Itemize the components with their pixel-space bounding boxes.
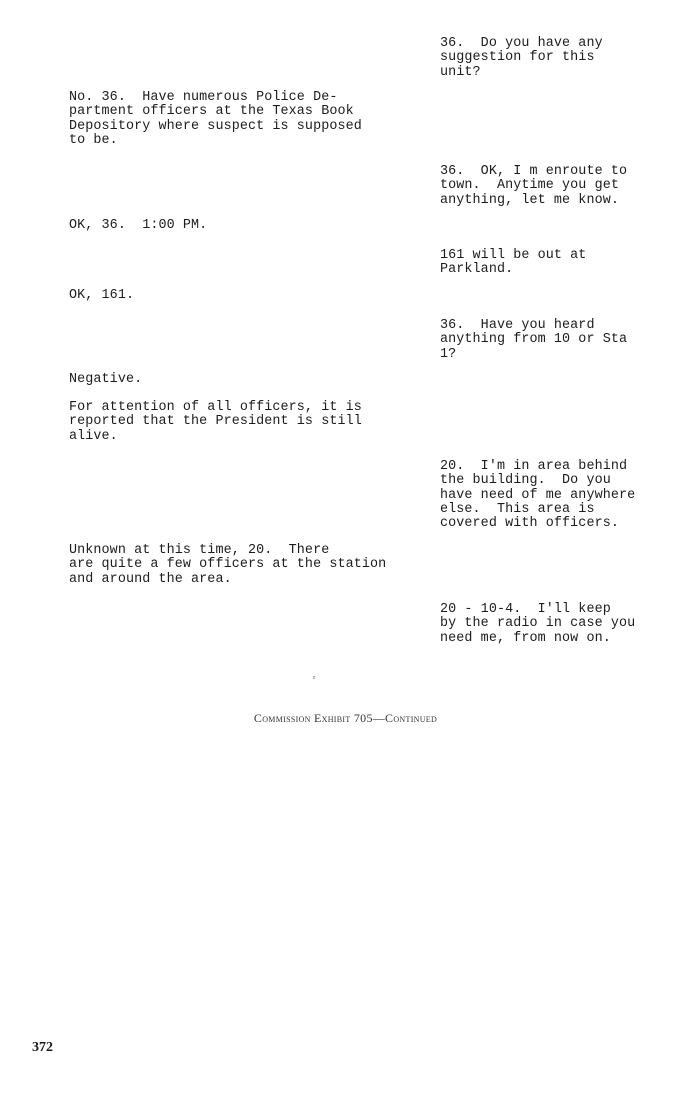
stray-mark: ʳ — [313, 673, 316, 685]
transcript-entry-left: OK, 36. 1:00 PM. — [69, 218, 208, 233]
transcript-entry-right: 36. Do you have any suggestion for this unit? — [440, 36, 603, 80]
page-number: 372 — [32, 1040, 53, 1055]
transcript-entry-right: 20 - 10-4. I'll keep by the radio in case you need me, from now on. — [440, 602, 636, 646]
transcript-entry-right: 36. OK, I m enroute to town. Anytime you get anything, let me know. — [440, 164, 628, 208]
transcript-entry-right: 36. Have you heard anything from 10 or Sta 1? — [440, 318, 628, 362]
transcript-entry-left: No. 36. Have numerous Police De- partment officers at the Texas Book Depository where suspect is supposed to be. — [69, 90, 362, 148]
transcript-entry-left: OK, 161. — [69, 288, 135, 303]
exhibit-caption: Commission Exhibit 705—Continued — [253, 711, 438, 725]
transcript-entry-left: Negative. — [69, 372, 143, 387]
transcript-entry-left: Unknown at this time, 20. There are quite a few officers at the station and around the area. — [69, 543, 387, 587]
transcript-entry-left: For attention of all officers, it is reported that the President is still alive. — [69, 400, 362, 444]
transcript-entry-right: 20. I'm in area behind the building. Do you have need of me anywhere else. This area is covered with officers. — [440, 459, 636, 532]
transcript-entry-right: 161 will be out at Parkland. — [440, 248, 587, 278]
